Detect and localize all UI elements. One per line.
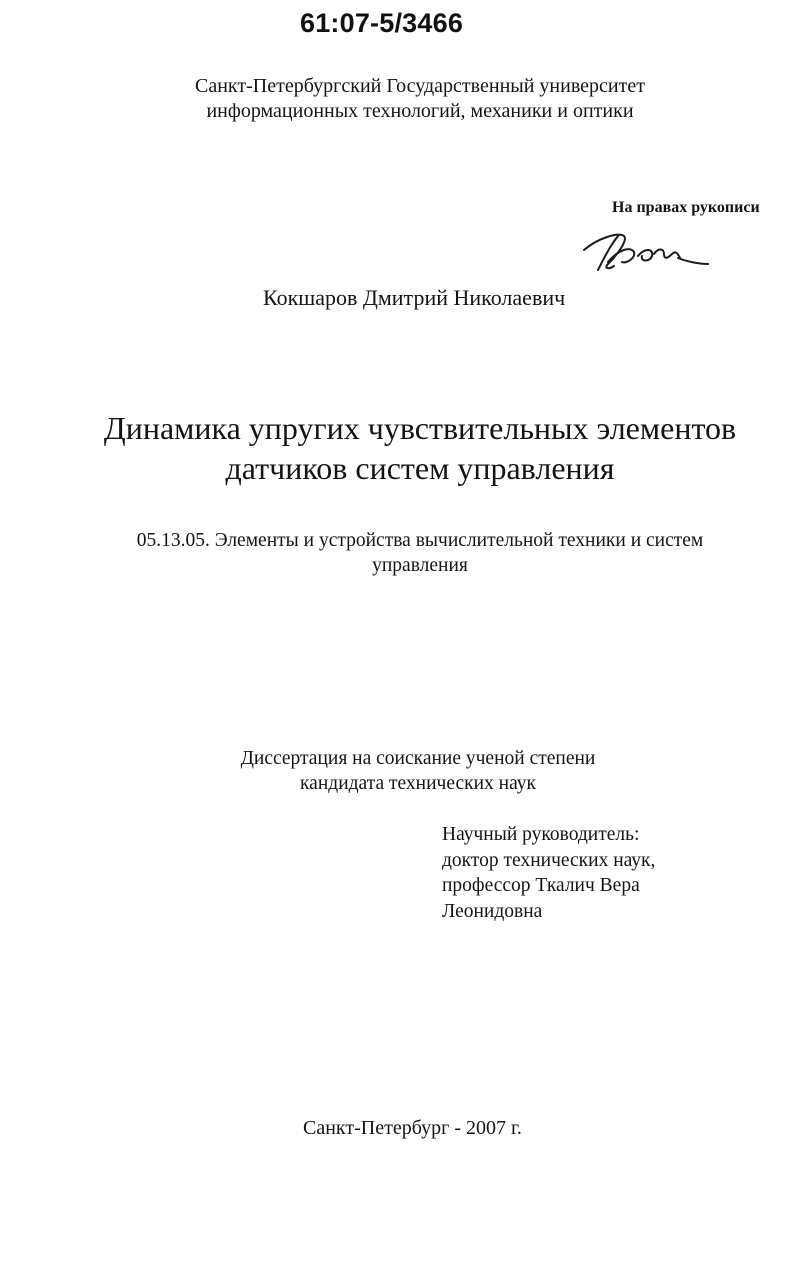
scientific-supervisor <box>442 822 655 924</box>
degree-line-1: Диссертация на соискание ученой степени <box>240 748 596 769</box>
university-name <box>0 74 794 124</box>
specialty-line-2: управления <box>372 555 468 576</box>
university-name-line-1: Санкт-Петербургский Государственный университет <box>195 75 645 97</box>
dissertation-title-line-1: Динамика упругих чувствительных элементов <box>103 410 737 446</box>
handwritten-signature-icon <box>578 224 714 276</box>
supervisor-label: Научный руководитель: <box>442 824 640 845</box>
dissertation-title-line-2: датчиков систем управления <box>225 450 615 486</box>
manuscript-rights-label: На правах рукописи <box>612 199 760 216</box>
supervisor-degree: доктор технических наук, <box>442 849 656 871</box>
degree-statement <box>0 746 794 796</box>
dissertation-title <box>0 408 794 488</box>
degree-line-2: кандидата технических наук <box>300 773 536 794</box>
specialty-line-1: 05.13.05. Элементы и устройства вычислительной техники и систем <box>136 530 704 551</box>
supervisor-name-line-1: профессор Ткалич Вера <box>442 875 640 896</box>
city-and-year: Санкт-Петербург - 2007 г. <box>303 1117 522 1139</box>
university-name-line-2: информационных технологий, механики и оптики <box>206 100 634 122</box>
archive-stamp-code: 61:07-5/3466 <box>300 8 464 38</box>
author-name: Кокшаров Дмитрий Николаевич <box>263 285 566 310</box>
specialty-code <box>0 528 794 578</box>
supervisor-name-line-2: Леонидовна <box>442 900 543 922</box>
